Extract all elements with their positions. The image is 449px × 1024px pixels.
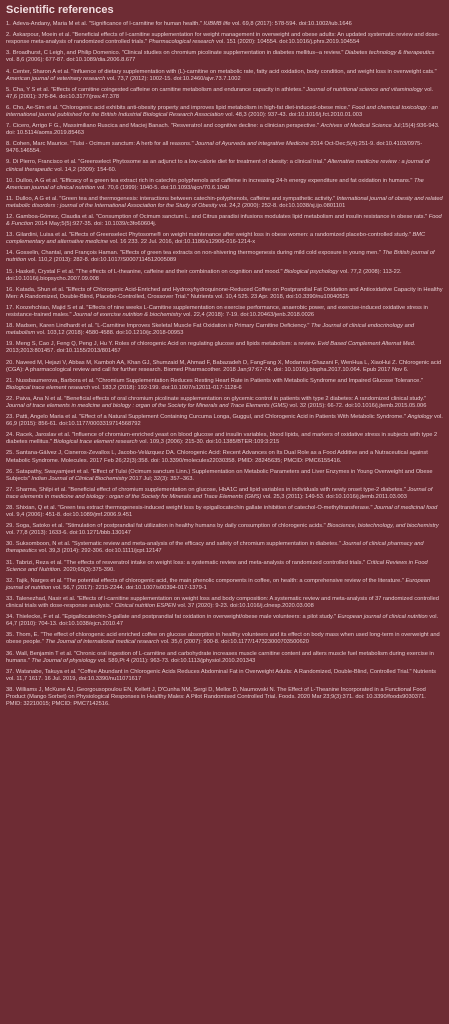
- reference-number: 29.: [6, 523, 14, 530]
- reference-item: [6, 123, 443, 137]
- reference-citation: vol. 103,12 (2018): 4580-4588. doi:10.1210/jc.2018-00953: [35, 330, 184, 337]
- reference-item: [6, 32, 443, 46]
- reference-text: Nussbaumerova, Barbora et al. "Chromium Supplementation Reduces Resting Heart Rate in Patients with Metabolic Syndrome and Impaired Glucose Tolerance.": [15, 377, 423, 384]
- reference-item: [6, 323, 443, 337]
- reference-citation: vol. 14,2 (2009): 154-60.: [52, 166, 117, 173]
- reference-number: 32.: [6, 577, 14, 584]
- reference-citation: vol. 66,9 (2015): 856-61. doi:10.1177/0003319714568792: [6, 414, 443, 428]
- reference-journal: American journal of veterinary research: [6, 75, 106, 82]
- reference-number: 1.: [6, 21, 11, 27]
- reference-citation: vol. 64,7 (2010): 704-13. doi:10.1038/ejcn.2010.47: [6, 614, 439, 628]
- reference-text: Di Pierro, Francisco et al. "Greenselect Phytosome as an adjunct to a low-calorie diet for treatment of obesity: a clinical trial.": [12, 159, 328, 166]
- reference-text: Wall, Benjamin T et al. "Chronic oral ingestion of L-carnitine and carbohydrate increases muscle carnitine content and alters muscle fuel metabolism during exercise in humans.": [6, 650, 434, 664]
- reference-citation: vol. 48,3 (2010): 937-43. doi:10.1016/j.fct.2010.01.003: [223, 111, 363, 118]
- reference-journal: The American journal of clinical nutrition: [6, 177, 424, 191]
- reference-journal: Evid Based Complement Alternat Med.: [317, 341, 416, 348]
- reference-text: Williams J, McKune AJ, Georgousopoulou EN, Kellett J, D'Cunha NM, Sergi D, Mellor D, Naumovski N. The Effect of L-Theanine Incorporated in a Functional Food Product (Mango Sorbet) on Physiological Responses in Healthy Males: A Pilot Randomised Controlled Trial. Foods. 2020 Mar 23;9(3):371. doi: 10.3390/foods9030371. PMID: 32210015; PMCID: PMC7142516.: [6, 686, 426, 707]
- reference-journal: The Journal of physiology: [31, 657, 97, 664]
- reference-number: 18.: [6, 323, 14, 330]
- reference-number: 8.: [6, 141, 11, 148]
- reference-item: [6, 178, 443, 192]
- reference-journal: Food and chemical toxicology : an international journal published for the British Industrial Biological Research Association: [6, 104, 438, 118]
- reference-citation: vol. 9,4 (2006): 451-8. doi:10.1089/jmf.2006.9.451: [6, 512, 133, 519]
- reference-number: 31.: [6, 559, 14, 566]
- reference-item: [6, 505, 443, 519]
- reference-citation: 2020;60(3):375-390.: [61, 566, 115, 573]
- reference-item: [6, 196, 443, 210]
- reference-journal: Food & Function: [6, 214, 442, 228]
- reference-citation: vol. 35,6 (2007): 900-8. doi:10.1177/147323000703500620: [159, 639, 309, 646]
- reference-citation: vol. 32 (2015): 66-72. doi:10.1016/j.jtemb.2015.05.006: [287, 402, 427, 409]
- reference-citation: 2017 Jul; 32(3): 357–363.: [127, 475, 194, 482]
- reference-number: 10.: [6, 177, 14, 184]
- reference-text: Gilardini, Luisa et al. "Effects of Greenselect Phytosome® on weight maintenance after weight loss in obese women: a randomized placebo-controlled study.": [15, 232, 413, 239]
- reference-journal: Diabetes technology & therapeutics: [344, 50, 435, 57]
- reference-citation: 2013;2013:801457. doi:10.1155/2013/801457: [6, 348, 121, 355]
- reference-journal: Biological psychology: [284, 268, 339, 275]
- reference-text: Cho, Ae-Sim et al. "Chlorogenic acid exhibits anti-obesity property and improves lipid metabolism in high-fat diet-induced-obese mice.": [12, 104, 352, 111]
- reference-journal: Pharmacological research: [148, 39, 215, 46]
- reference-text: Cicero, Arrigo F G., Massimiliano Ruscica and Maciej Banach. "Resveratrol and cognitive decline: a clinician perspective.": [12, 123, 321, 130]
- reference-text: Thielecke, F et al. "Epigallocatechin-3-gallate and postprandial fat oxidation in overweight/obese male volunteers: a pilot study.": [15, 614, 338, 621]
- reference-text: Tabrizi, Reza et al. "The effects of resveratrol intake on weight loss: a systematic review and meta-analysis of randomized controlled trials.": [15, 559, 367, 566]
- reference-text: Adeva-Andany, Maria M et al. "Significance of l-carnitine for human health.": [12, 21, 204, 27]
- reference-citation: vol. 110,2 (2013): 282-8. doi:10.1017/S0007114512005089: [26, 257, 177, 264]
- reference-item: [6, 541, 443, 555]
- reference-number: 12.: [6, 214, 14, 221]
- reference-citation: vol. 589,Pt 4 (2011): 963-73. doi:10.1113/jphysiol.2010.201343: [96, 657, 256, 664]
- reference-number: 38.: [6, 686, 14, 693]
- reference-item: [6, 632, 443, 646]
- reference-journal: The Journal of international medical research: [45, 639, 160, 646]
- reference-number: 21.: [6, 377, 14, 384]
- reference-journal: Journal of medicinal food: [374, 505, 438, 512]
- reference-journal: Critical Reviews in Food Science and Nutrition.: [6, 559, 428, 573]
- reference-citation: vol. 37 (2020): 9-23. doi:10.1016/j.clnesp.2020.03.008: [175, 603, 314, 609]
- reference-number: 4.: [6, 68, 11, 75]
- reference-text: Gosselin, Chantal, and François Haman. "Effects of green tea extracts on non-shivering thermogenesis during mild cold exposure in young men.": [15, 250, 383, 257]
- reference-number: 15.: [6, 268, 14, 275]
- reference-number: 22.: [6, 395, 14, 402]
- reference-item: [6, 578, 443, 592]
- reference-text: Suksomboon, N et al. "Systematic review and meta-analysis of the efficacy and safety of chromium supplementation in diabetes.": [15, 541, 343, 548]
- reference-text: Dulloo, A G et al. "Green tea and thermogenesis: interactions between catechin-polyphenols, caffeine and sympathetic activity.": [15, 195, 337, 202]
- reference-number: 14.: [6, 250, 14, 257]
- reference-citation: vol. 73,7 (2012): 1002-15. doi:10.2460/ajvr.73.7.1002: [105, 75, 241, 82]
- reference-item: [6, 250, 443, 264]
- reference-item: [6, 87, 443, 101]
- reference-item: [6, 396, 443, 410]
- reference-number: 7.: [6, 123, 11, 130]
- reference-text: Watanabe, Takuya et al. "Coffee Abundant in Chlorogenic Acids Reduces Abdominal Fat in Overweight Adults: A Randomized, Double-Blind, Controlled Trial.": [15, 668, 414, 675]
- reference-number: 11.: [6, 195, 14, 202]
- reference-item: [6, 414, 443, 428]
- reference-citation: vol. 25,3 (2011): 149-53. doi:10.1016/j.jtemb.2011.03.003: [261, 493, 407, 500]
- reference-number: 9.: [6, 159, 11, 166]
- reference-number: 28.: [6, 505, 14, 512]
- reference-item: [6, 614, 443, 628]
- reference-journal: Indian Journal of Clinical Biochemistry: [31, 475, 128, 482]
- reference-journal: Journal of exercise nutrition & biochemistry: [73, 312, 182, 318]
- reference-number: 5.: [6, 86, 11, 93]
- reference-text: Santana-Gálvez J, Cisneros-Zevallos L, Jacobo-Velázquez DA. Chlorogenic Acid: Recent Advances on Its Dual Role as a Food Additive and a Nutraceutical against Metabolic Syndrome. Molecules. 2017 Feb 26;22(3):358. doi: 10.3390/molecules22030358. PMID: 28245635; PMCID: PMC6155416.: [6, 450, 428, 464]
- reference-text: Katada, Shun et al. "Effects of Chlorogenic Acid-Enriched and Hydroxyhydroquinone-Reduced Coffee on Postprandial Fat Oxidation and Antioxidative Capacity in Healthy Men: A Randomized, Double-Blind, Placebo-Controlled, Crossover Trial.": [6, 286, 443, 300]
- reference-text: Racek, Jaroslav et al. "Influence of chromium-enriched yeast on blood glucose and insulin variables, blood lipids, and markers of oxidative stress in subjects with type 2 diabetes mellitus.": [6, 432, 438, 446]
- reference-list: [6, 21, 443, 708]
- reference-journal: BMC complementary and alternative medicine: [6, 232, 426, 246]
- reference-number: 34.: [6, 614, 14, 621]
- reference-number: 20.: [6, 359, 14, 366]
- reference-item: [6, 360, 443, 374]
- reference-journal: Biological trace element research: [53, 439, 138, 446]
- reference-citation: vol. 47,6 (2001): 378-84. doi:10.3177/jnsv.47.378: [6, 86, 434, 100]
- reference-number: 23.: [6, 414, 14, 421]
- reference-item: [6, 305, 443, 319]
- reference-journal: Angiology: [407, 414, 433, 421]
- reference-journal: Journal of trace elements in medicine and biology : organ of the Society for Minerals and Trace Elements (GMS): [6, 402, 288, 409]
- reference-item: [6, 469, 443, 483]
- reference-number: 2.: [6, 32, 11, 39]
- reference-text: Paiva, Ana N et al. "Beneficial effects of oral chromium picolinate supplementation on glycemic control in patients with type 2 diabetes: A randomized clinical study.": [15, 395, 427, 402]
- reference-number: 3.: [6, 50, 11, 57]
- reference-journal: Biological trace element research: [6, 384, 91, 391]
- reference-item: [6, 523, 443, 537]
- reference-number: 35.: [6, 632, 14, 639]
- reference-item: [6, 159, 443, 173]
- reference-text: Satapathy, Swayamjeet et al. "Effect of Tulsi (Ocimum sanctum Linn.) Supplementation on Metabolic Parameters and Liver Enzymes in Young Overweight and Obese Subjects": [6, 468, 433, 482]
- reference-citation: 2014 May;5(5):927-35. doi: 10.1039/c3fo60604j.: [33, 221, 157, 228]
- reference-text: Shixian, Q et al. "Green tea extract thermogenesis-induced weight loss by epigallocatechin gallate inhibition of catechol-O-methyltransferase.": [15, 505, 375, 512]
- reference-text: Cohen, Marc Maurice. "Tulsi - Ocimum sanctum: A herb for all reasons.": [12, 141, 196, 148]
- reference-citation: vol. 69,8 (2017): 578-594. doi:10.1002/iub.1646: [230, 21, 352, 27]
- reference-text: Dulloo, A G et al. "Efficacy of a green tea extract rich in catechin polyphenols and caffeine in increasing 24-h energy expenditure and fat oxidation in humans.": [15, 177, 415, 184]
- reference-citation: Nutrients vol. 10,4 525. 23 Apr. 2018, doi:10.3390/nu10040525: [190, 293, 349, 300]
- reference-citation: vol. 39,3 (2014): 292-306. doi:10.1111/jcpt.12147: [36, 548, 162, 555]
- reference-text: Center, Sharon A et al. "Influence of dietary supplementation with (L)-carnitine on metabolic rate, fatty acid oxidation, body condition, and weight loss in overweight cats.": [12, 68, 437, 75]
- reference-item: [6, 560, 443, 574]
- reference-number: 26.: [6, 468, 14, 475]
- reference-item: [6, 214, 443, 228]
- reference-text: Talenezhad, Nasir et al. "Effects of l-carnitine supplementation on weight loss and body composition: A systematic review and meta-analysis of 37 randomized controlled clinical trials with dose-response analysis.": [6, 595, 439, 609]
- reference-citation: vol. 8,6 (2006): 677-87. doi:10.1089/dia.2006.8.677: [6, 57, 136, 64]
- reference-text: Broadhurst, C Leigh, and Philip Domenico. "Clinical studies on chromium picolinate supplementation in diabetes mellitus--a review.": [12, 50, 345, 57]
- reference-citation: vol. 24,2 (2000): 252-8. doi:10.1038/sj.ijo.0801101: [217, 202, 346, 209]
- reference-citation: vol. 56,7 (2017): 2215-2244. doi:10.1007/s00394-017-1379-1: [51, 584, 207, 591]
- reference-number: 33.: [6, 595, 14, 602]
- reference-text: Gamboa-Gómez, Claudia et al. "Consumption of Ocimum sanctum L. and Citrus paradisi infusions modulates lipid metabolism and insulin resistance in obese rats.": [15, 214, 429, 221]
- reference-citation: Jul;15(4):936-943. doi: 10.5114/aoms.2019.85463: [6, 123, 440, 137]
- reference-item: [6, 21, 443, 28]
- reference-number: 16.: [6, 286, 14, 293]
- reference-number: 19.: [6, 341, 14, 348]
- reference-number: 24.: [6, 432, 14, 439]
- reference-text: Koozehchian, Majid S et al. "Effects of nine weeks L-Carnitine supplementation on exercise performance, anaerobic power, and exercise-induced oxidative stress in resistance-trained males.": [6, 304, 428, 318]
- reference-citation: vol. 16 233. 22 Jul. 2016, doi:10.1186/s12906-016-1214-x: [108, 239, 256, 246]
- reference-journal: IUBMB life: [203, 21, 231, 27]
- reference-item: [6, 669, 443, 683]
- reference-number: 13.: [6, 232, 14, 239]
- reference-journal: Journal of clinical pharmacy and therapeutics: [6, 541, 424, 555]
- reference-number: 27.: [6, 486, 14, 493]
- reference-text: Madsen, Karen Lindhardt et al. "L-Carnitine Improves Skeletal Muscle Fat Oxidation in Primary Carnitine Deficiency.": [15, 323, 311, 330]
- reference-text: Patti, Angelo Maria et al. "Effect of a Natural Supplement Containing Curcuma Longa, Guggul, and Chlorogenic Acid in Patients With Metabolic Syndrome.": [15, 414, 408, 421]
- reference-citation: vol. 109,3 (2006): 215-30. doi:10.1385/BTER:109:3:215: [137, 439, 280, 446]
- reference-journal: Journal of nutritional science and vitaminology: [306, 86, 423, 93]
- reference-text: Thom, E. "The effect of chlorogenic acid enriched coffee on glucose absorption in healthy volunteers and its effect on body mass when used long-term in overweight and obese people.": [6, 632, 440, 646]
- reference-item: [6, 687, 443, 708]
- reference-text: Haskell, Crystal F et al. "The effects of L-theanine, caffeine and their combination on cognition and mood.": [15, 268, 285, 275]
- reference-item: [6, 232, 443, 246]
- reference-item: [6, 651, 443, 665]
- reference-item: [6, 378, 443, 392]
- reference-citation: Nutrients vol. 11,7 1617. 16 Jul. 2019, doi:10.3390/nu11071617: [6, 668, 436, 682]
- reference-journal: The Journal of clinical endocrinology and metabolism: [6, 323, 415, 337]
- reference-item: [6, 269, 443, 283]
- reference-item: [6, 287, 443, 301]
- reference-number: 6.: [6, 104, 11, 111]
- reference-text: Sharma, Shilpi et al. "Beneficial effect of chromium supplementation on glucose, HbA1C and lipid variables in individuals with newly onset type-2 diabetes.": [15, 486, 408, 493]
- reference-text: Cha, Y S et al. "Effects of carnitine coingested caffeine on carnitine metabolism and endurance capacity in athletes.": [12, 86, 307, 93]
- reference-number: 30.: [6, 541, 14, 548]
- reference-text: Naveed M, Hejazi V, Abbas M, Kamboh AA, Khan GJ, Shumzaid M, Ahmad F, Babazadeh D, FangFang X, Modarresi-Ghazani F, WenHua L, XiaoHui Z. Chlorogenic acid (CGA): A pharmacological review and call for further research. Biomed Pharmacother. 2018 Jan;97:67-74. doi: 10.1016/j.biopha.2017.10.064. Epub 2017 Nov 6.: [6, 359, 442, 373]
- reference-citation: 2014 Oct-Dec;5(4):251-9. doi:10.4103/0975-9476.146554.: [6, 141, 423, 155]
- reference-journal: European journal of clinical nutrition: [337, 614, 428, 621]
- reference-journal: Alternative medicine review : a journal of clinical therapeutic: [6, 159, 430, 173]
- reference-item: [6, 141, 443, 155]
- reference-journal: International journal of obesity and related metabolic disorders : journal of the International Association for the Study of Obesity: [6, 195, 443, 209]
- reference-citation: vol. 183,2 (2018): 192-199. doi:10.1007/s12011-017-1128-6: [90, 384, 242, 391]
- reference-number: 37.: [6, 668, 14, 675]
- reference-journal: Journal of Ayurveda and integrative Medicine: [195, 141, 309, 148]
- reference-journal: The British journal of nutrition: [6, 250, 435, 264]
- reference-item: [6, 69, 443, 83]
- reference-item: [6, 450, 443, 464]
- reference-item: [6, 432, 443, 446]
- reference-journal: European journal of nutrition: [6, 577, 431, 591]
- reference-number: 36.: [6, 650, 14, 657]
- reference-text: Tajik, Narges et al. "The potential effects of chlorogenic acid, the main phenolic components in coffee, on health: a comprehensive review of the literature.": [15, 577, 406, 584]
- reference-text: Soga, Satoko et al. "Stimulation of postprandial fat utilization in healthy humans by daily consumption of chlorogenic acids.": [15, 523, 328, 530]
- reference-citation: vol. 70,6 (1999): 1040-5. doi:10.1093/ajcn/70.6.1040: [95, 184, 230, 191]
- reference-item: [6, 341, 443, 355]
- reference-item: [6, 596, 443, 610]
- reference-text: Meng S, Cao J, Feng Q, Peng J, Hu Y. Roles of chlorogenic Acid on regulating glucose and lipids metabolism: a review.: [15, 341, 318, 348]
- reference-journal: Archives of Medical Science: [320, 123, 392, 130]
- reference-citation: vol. 22,4 (2018): 7-19. doi:10.20463/jenb.2018.0026: [181, 312, 315, 318]
- reference-item: [6, 50, 443, 64]
- reference-journal: Journal of trace elements in medicine and biology : organ of the Society for Minerals and Trace Elements (GMS): [6, 486, 433, 500]
- reference-citation: vol. 77,2 (2008): 113-22. doi:10.1016/j.biopsycho.2007.09.008: [6, 268, 402, 282]
- reference-journal: Bioscience, biotechnology, and biochemistry: [327, 523, 439, 530]
- reference-item: [6, 105, 443, 119]
- reference-number: 25.: [6, 450, 14, 457]
- reference-number: 17.: [6, 304, 14, 311]
- page-title: Scientific references: [6, 4, 114, 16]
- reference-item: [6, 487, 443, 501]
- reference-journal: Clinical nutrition ESPEN: [114, 603, 176, 609]
- reference-citation: vol. 77,8 (2013): 1633-6. doi:10.1271/bbb.130147: [6, 530, 131, 537]
- reference-citation: vol. 151 (2020): 104554. doi:10.1016/j.phrs.2019.104554: [214, 39, 360, 46]
- reference-text: Askarpour, Moein et al. "Beneficial effects of l-carnitine supplementation for weight management in overweight and obese adults: An updated systematic review and dose-response meta-analysis of randomized controlled trials.": [6, 32, 440, 46]
